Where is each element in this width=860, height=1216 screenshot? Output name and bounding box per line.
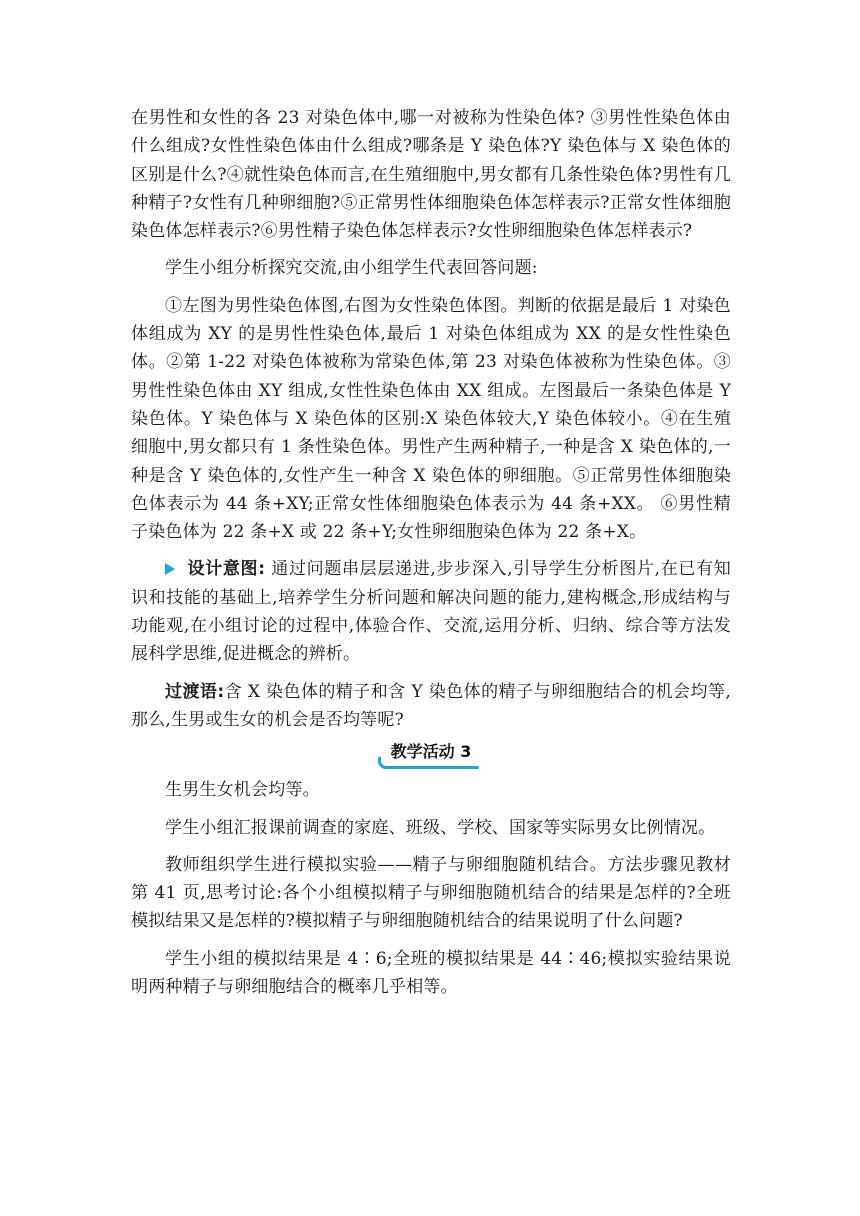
answers-paragraph: ①左图为男性染色体图,右图为女性染色体图。判断的依据是最后 1 对染色体组成为 XY 的是男性性染色体,最后 1 对染色体组成为 XX 的是女性性染色体。②第 1-22 对染色体被称为常染色体,第 23 对染色体被称为性染色体。③男性性染色体由 XY 组成,女性性染色体由 XX 组成。左图最后一条染色体是 Y 染色体。Y 染色体与 X 染色体的区别:X 染色体较大,Y 染色体较小。④在生殖细胞中,男女都只有 1 条性染色体。男性产生两种精子,一种是含 X 染色体的,一种是含 Y 染色体的,女性产生一种含 X 染色体的卵细胞。⑤正常男性体细胞染色体表示为 44 条+XY;正常女性体细胞染色体表示为 44 条+XX。 ⑥男性精子染色体为 22 条+X 或 22 条+Y;女性卵细胞染色体为 22 条+X。 [131,295,731,543]
design-intent-paragraph [131,555,731,668]
page-content [131,104,731,1001]
heading-underline [383,766,480,769]
heading-hook [378,757,386,769]
triangle-right-icon [165,563,175,575]
design-intent-text: 通过问题串层层递进,步步深入,引导学生分析图片,在已有知识和技能的基础上,培养学生分析问题和解决问题的能力,建构概念,形成结构与功能观,在小组讨论的过程中,体验合作、交流,运用分析、归纳、综合等方法发展科学思维,促进概念的辨析。 [131,559,731,665]
activity3-paragraph-1: 生男生女机会均等。 [165,780,320,801]
activity-heading [383,740,480,766]
activity-heading-wrap [131,740,731,770]
questions-paragraph: 在男性和女性的各 23 对染色体中,哪一对被称为性染色体? ③男性性染色体由什么组成?女性性染色体由什么组成?哪条是 Y 染色体?Y 染色体与 X 染色体的区别是什么?④就性染色体而言,在生殖细胞中,男女都有几条性染色体?男性有几种精子?女性有几种卵细胞?⑤正常男性体细胞染色体怎样表示?正常女性体细胞染色体怎样表示?⑥男性精子染色体怎样表示?女性卵细胞染色体怎样表示? [131,108,731,242]
transition-text: 含 X 染色体的精子和含 Y 染色体的精子与卵细胞结合的机会均等,那么,生男或生女的机会是否均等呢? [131,681,731,730]
activity-heading-text: 教学活动 3 [390,742,472,762]
design-intent-label: 设计意图: [187,559,266,580]
transition-paragraph [131,678,731,735]
activity3-paragraph-3: 教师组织学生进行模拟实验——精子与卵细胞随机结合。方法步骤见教材第 41 页,思考讨论:各个小组模拟精子与卵细胞随机结合的结果是怎样的?全班模拟结果又是怎样的?模拟精子与卵细胞随机结合的结果说明了什么问题? [131,854,731,932]
activity3-paragraph-4: 学生小组的模拟结果是 4∶6;全班的模拟结果是 44∶46;模拟实验结果说明两种精子与卵细胞结合的概率几乎相等。 [131,948,731,998]
group-intro-paragraph: 学生小组分析探究交流,由小组学生代表回答问题: [165,258,538,279]
transition-label: 过渡语: [165,681,225,702]
activity3-paragraph-2: 学生小组汇报课前调查的家庭、班级、学校、国家等实际男女比例情况。 [165,817,716,838]
